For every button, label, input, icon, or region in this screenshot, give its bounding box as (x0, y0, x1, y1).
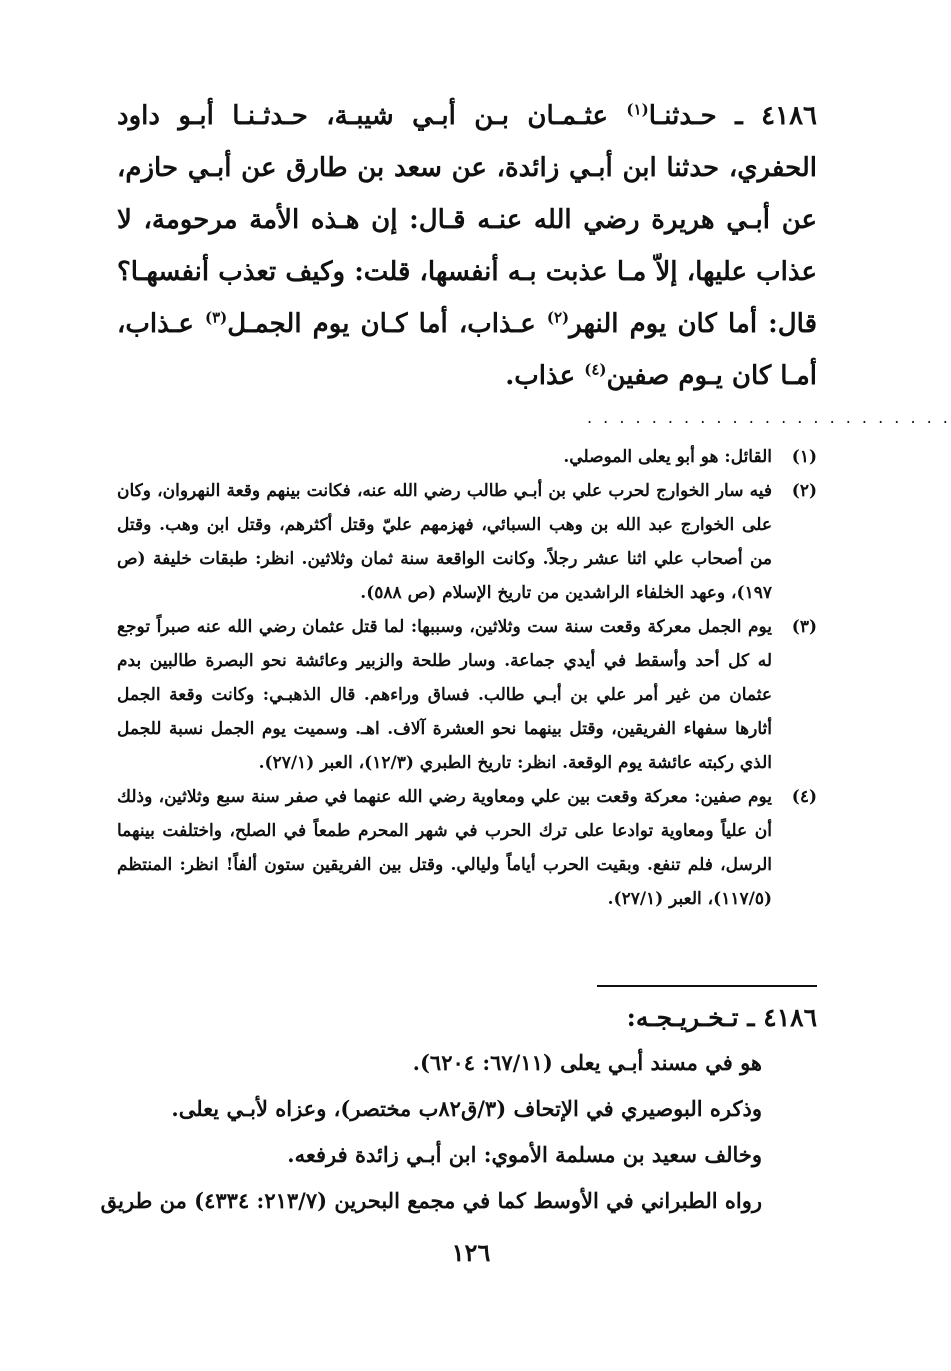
takhrij-line: رواه الطبراني في الأوسط كما في مجمع البحرين (٢١٣/٧: ٤٣٣٤) من طريق (100, 1188, 762, 1213)
footnote-number: (٤) (791, 787, 817, 807)
footnote-1 (117, 440, 817, 474)
footnote-4 (117, 780, 817, 916)
hadith-number: ٤١٨٦ (761, 101, 817, 131)
footnote-text: القائل: هو أبو يعلى الموصلي. (563, 447, 772, 467)
footnotes-section (117, 440, 817, 916)
footnote-number: (٢) (791, 481, 817, 501)
footnote-text: يوم صفين: معركة وقعت بين علي ومعاوية رضي الله عنهما في صفر سنة سبع وثلاثين، وذلك أن علياً ومعاوية توادعا على ترك الحرب في شهر المحرم طمعاً في الصلح، واختلفت بينهما الرسل، فلم تنفع. وبقيت الحرب أياماً وليالي. وقتل بين الفريقين ستون ألفاً! انظر: المنتظم (١١٧/٥)، العبر (٢٧/١). (117, 787, 772, 909)
footnote-ref-3[interactable]: (٣) (205, 308, 228, 327)
footnote-2 (117, 474, 817, 610)
hadith-part-2: عثـمـان بـن أبـي شيبـة، حـدثـنـا أبـو داود الحفري، حدثنا ابن أبـي زائدة، عن سعد بن طارق عن أبـي حازم، عن أبـي هريرة رضي الله عنـه قـال: إن هـذه الأمة مرحومة، لا عذاب عليها، إلاّ مـا عذبت بـه أنفسها، قلت: وكيف تعذب أنفسهـا؟ قال: أما كان يوم النهر (117, 101, 818, 339)
hadith-part-1: حـدثنـا (648, 101, 717, 131)
footnote-text: يوم الجمل معركة وقعت سنة ست وثلاثين، وسببها: لما قتل عثمان رضي الله عنه صبراً توجع له كل أحد وأسقط في أيدي جماعة. وسار طلحة والزبير وعائشة نحو البصرة طالبين بدم عثمان من غير أمر علي بن أبـي طالب. فساق وراءهم. قال الذهبـي: وكانت وقعة الجمل أثارها سفهاء الفريقين، وقتل بينهما نحو العشرة آلاف. اهـ. وسميت يوم الجمل نسبة للجمل الذي ركبته عائشة يوم الوقعة. انظر: تاريخ الطبري (١٢/٣)، العبر (٢٧/١). (117, 617, 772, 773)
section-divider (597, 985, 817, 987)
hadith-text (117, 90, 817, 402)
takhrij-line: وخالف سعيد بن مسلمة الأموي: ابن أبـي زائدة فرفعه. (287, 1142, 762, 1167)
page-number: ١٢٦ (451, 1238, 491, 1267)
takhrij-body (100, 1040, 762, 1224)
takhrij-heading: ٤١٨٦ ـ تـخـريـجـه: (626, 1003, 817, 1032)
hadith-part-5: عذاب. (505, 361, 585, 391)
footnote-number: (١) (791, 447, 817, 467)
footnote-ref-1[interactable]: (١) (626, 100, 649, 119)
footnote-number: (٣) (791, 617, 817, 637)
footnote-3 (117, 610, 817, 780)
footnote-ref-2[interactable]: (٢) (546, 308, 570, 327)
hadith-paragraph (117, 90, 817, 402)
hadith-part-4: عـذاب، أمـا كان يـوم صفين (117, 309, 817, 391)
hadith-part-3: عـذاب، أما كـان يوم الجمـل (227, 309, 547, 339)
footnote-separator: . . . . . . . . . . . . . . . . . . . . . . . (587, 408, 951, 427)
footnote-ref-4[interactable]: (٤) (584, 360, 607, 379)
takhrij-line: وذكره البوصيري في الإتحاف (٣/ق٨٢ب مختصر)، وعزاه لأبـي يعلى. (171, 1096, 762, 1121)
takhrij-line: هو في مسند أبـي يعلى (٦٧/١١: ٦٢٠٤). (412, 1050, 762, 1075)
hadith-dash: ـ (716, 101, 762, 131)
footnote-text: فيه سار الخوارج لحرب علي بن أبـي طالب رضي الله عنه، فكانت بينهم وقعة النهروان، وكان على الخوارج عبد الله بن وهب السبائي، فهزمهم عليّ وقتل أكثرهم، وقتل ابن وهب. وقتل من أصحاب علي اثنا عشر رجلاً. وكانت الواقعة سنة ثمان وثلاثين. انظر: طبقات خليفة (ص ١٩٧)، وعهد الخلفاء الراشدين من تاريخ الإسلام (ص ٥٨٨). (117, 481, 773, 603)
